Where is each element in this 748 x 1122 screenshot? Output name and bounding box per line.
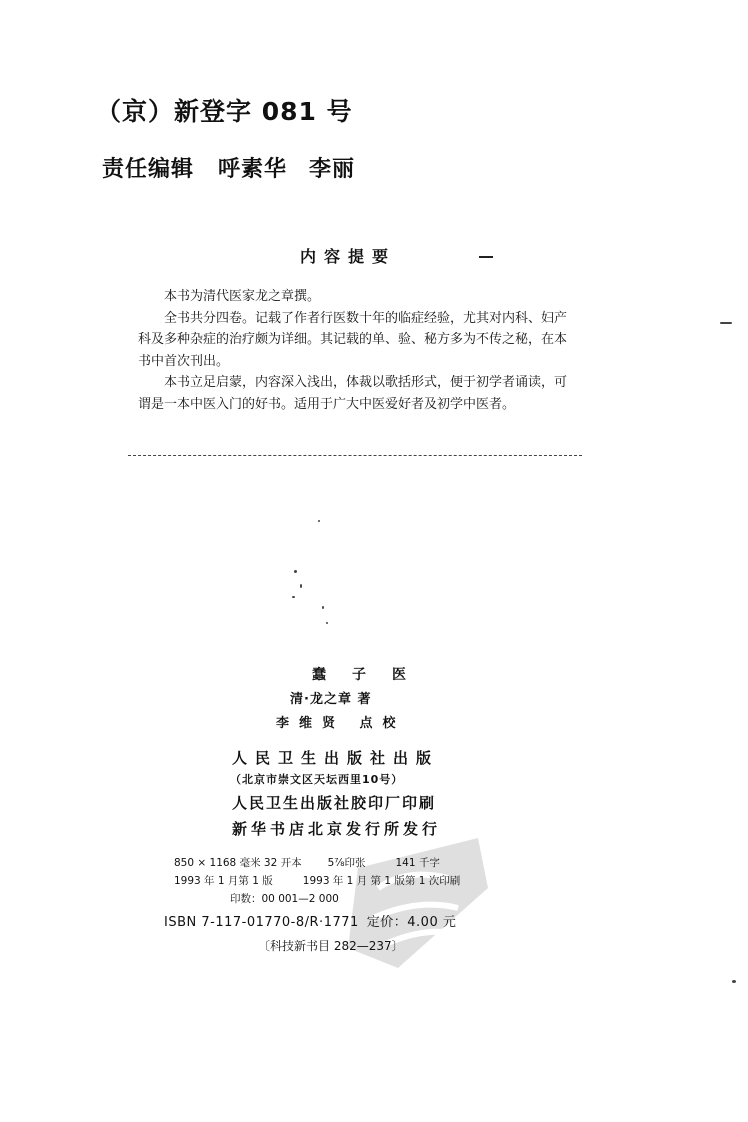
divider-rule: [128, 455, 582, 456]
isbn: ISBN 7-117-01770-8/R·1771: [164, 915, 359, 930]
library-stamp-watermark: [338, 828, 498, 978]
abstract-title: 内容提要: [300, 247, 397, 266]
paper-format: 850 × 1168 毫米 32 开本: [174, 857, 302, 869]
scan-speck: [322, 606, 324, 609]
abstract-body: [138, 286, 578, 415]
scan-speck: [294, 570, 297, 573]
distributor-name: 新华书店北京发行所发行: [232, 820, 442, 838]
book-title: 蠢子医: [312, 667, 432, 683]
format-line: [174, 855, 440, 870]
catalog-number: 〔科技新书目 282—237〕: [258, 939, 404, 953]
publisher-name: 人民卫生出版社出版: [232, 749, 440, 767]
abstract-paragraph: 本书立足启蒙，内容深入浅出，体裁以歌括形式，便于初学者诵读，可谓是一本中医入门的好书。适用于广大中医爱好者及初学中医者。: [138, 375, 568, 412]
scan-speck: [300, 584, 302, 588]
scan-speck: [318, 520, 320, 522]
edition-date: 1993 年 1 月第 1 版: [174, 875, 273, 887]
page-mark: [479, 256, 493, 258]
registration-number: （京）新登字 081 号: [96, 97, 353, 126]
editors-label: 责任编辑: [102, 157, 195, 182]
abstract-paragraph: 本书为清代医家龙之章撰。: [164, 289, 321, 304]
isbn-line: [164, 911, 456, 930]
printed-sheets: 5⅞印张: [327, 857, 366, 869]
book-author: 清·龙之章 著: [290, 692, 372, 707]
printer-name: 人民卫生出版社胶印厂印刷: [232, 794, 437, 812]
editor-name: 呼素华: [218, 157, 288, 182]
word-count: 141 千字: [395, 857, 440, 869]
edition-line: [174, 873, 460, 888]
editor-name: 李丽: [309, 157, 356, 182]
scan-speck: [720, 322, 732, 324]
printing-date: 1993 年 1 月 第 1 版第 1 次印刷: [302, 875, 461, 887]
scan-speck: [732, 980, 736, 983]
print-run: 印数：00 001—2 000: [230, 893, 339, 905]
scan-speck: [326, 622, 328, 624]
price: 定价：4.00 元: [366, 915, 457, 930]
abstract-paragraph: 全书共分四卷。记载了作者行医数十年的临症经验，尤其对内科、妇产科及多种杂症的治疗颇为详细。其记载的单、验、秘方多为不传之秘，在本书中首次刊出。: [138, 310, 568, 369]
book-proofreader: 李维贤 点校: [276, 716, 406, 731]
scan-speck: [292, 596, 295, 598]
publisher-address: （北京市崇文区天坛西里10号）: [230, 773, 404, 786]
responsible-editors: [102, 152, 355, 183]
